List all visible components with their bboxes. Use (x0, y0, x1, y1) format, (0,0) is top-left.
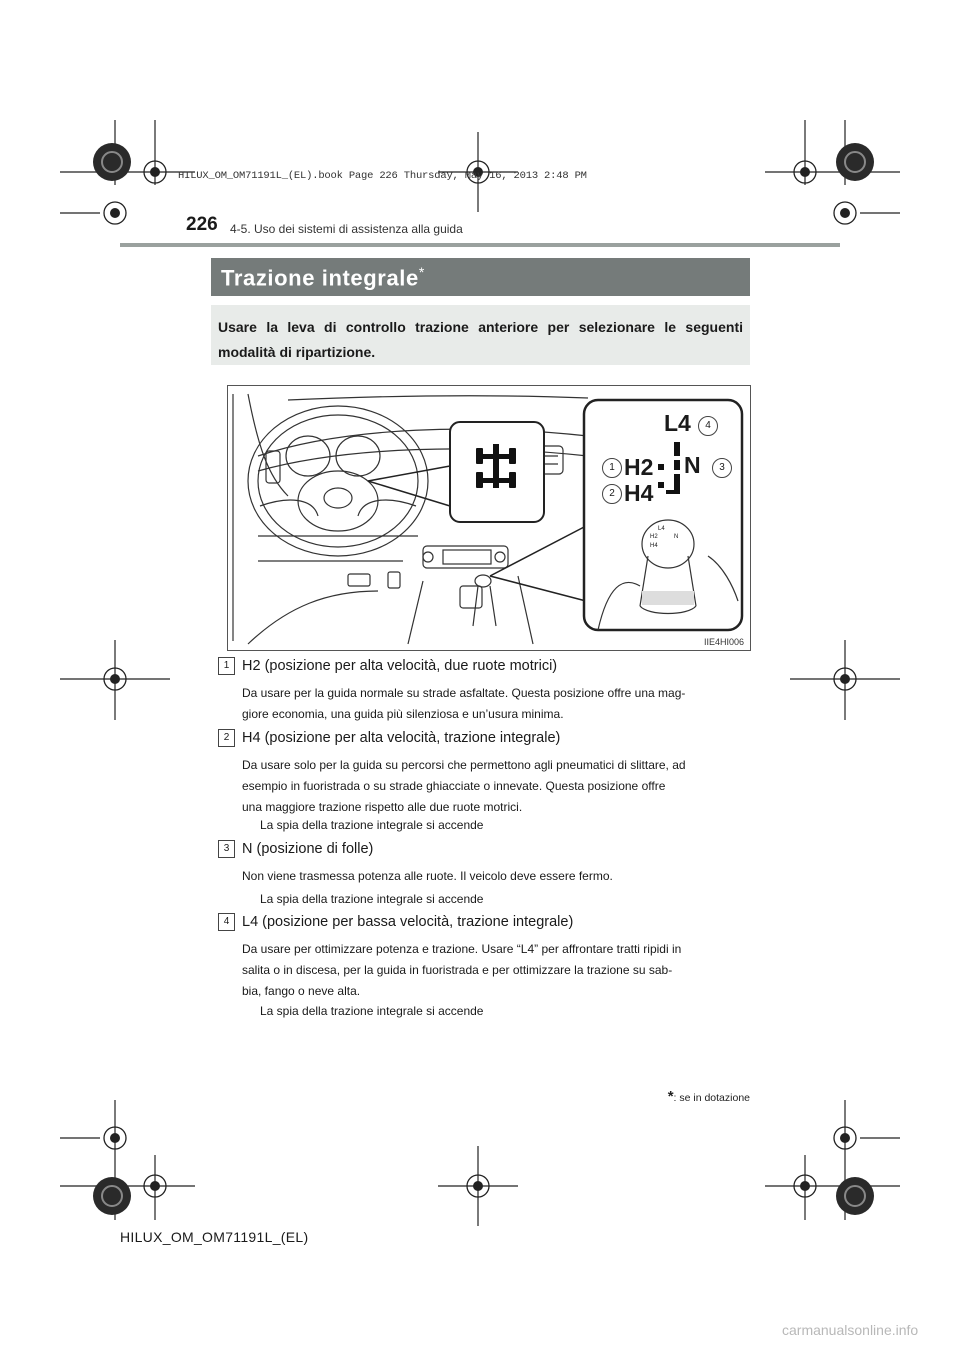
footnote-text: : se in dotazione (673, 1092, 750, 1104)
item-3-body (242, 866, 748, 887)
item-2-indicator: La spia della trazione integrale si accende (260, 818, 484, 832)
item-4-indicator: La spia della trazione integrale si accende (260, 1004, 484, 1018)
knob-label-h2: H2 (650, 534, 658, 540)
footnote-mark: * (418, 264, 425, 280)
item-4-body (242, 939, 748, 1002)
item-1-line-2: giore economia, una guida più silenziosa e un’usura minima. (242, 707, 564, 721)
print-info-line: HILUX_OM_OM71191L_(EL).book Page 226 Thursday, May 16, 2013 2:48 PM (178, 170, 587, 182)
item-1-body (242, 683, 748, 725)
figure-code: IIE4HI006 (703, 637, 744, 647)
item-2-line-3: una maggiore trazione rispetto alle due ruote motrici. (242, 800, 523, 814)
item-3-heading: N (posizione di folle) (242, 841, 374, 857)
item-4-number: 4 (218, 913, 235, 931)
title-bar (211, 258, 750, 296)
item-3-number: 3 (218, 840, 235, 858)
item-4-line-1: Da usare per ottimizzare potenza e trazione. Usare “L4” per affrontare tratti ripidi in (242, 942, 682, 956)
fig-callout-1: 1 (602, 458, 622, 478)
item-2-line-1: Da usare solo per la guida su percorsi che permettono agli pneumatici di slittare, ad (242, 758, 686, 772)
item-4-line-3: bia, fango o neve alta. (242, 984, 361, 998)
label-l4: L4 (664, 410, 691, 436)
label-n: N (684, 452, 701, 478)
footnote (668, 1088, 750, 1105)
item-2-line-2: esempio in fuoristrada o su strade ghiacciate o innevate. Questa posizione offre (242, 779, 666, 793)
intro-box (211, 305, 750, 365)
knob-label-n: N (674, 534, 679, 540)
item-4-heading: L4 (posizione per bassa velocità, trazione integrale) (242, 914, 574, 930)
item-2-number: 2 (218, 729, 235, 747)
knob-label-h4: H4 (650, 543, 658, 549)
watermark: carmanualsonline.info (782, 1322, 919, 1338)
item-1-number: 1 (218, 657, 235, 675)
label-h4: H4 (624, 480, 654, 506)
transfer-lever-illustration (227, 385, 751, 651)
page-title (221, 264, 425, 291)
page-title-text: Trazione integrale (221, 265, 419, 291)
item-3-indicator: La spia della trazione integrale si accende (260, 892, 484, 906)
fig-callout-3: 3 (712, 458, 732, 478)
fig-callout-4: 4 (698, 416, 718, 436)
fig-callout-2: 2 (602, 484, 622, 504)
footnote-star: * (667, 1088, 674, 1105)
section-heading: 4-5. Uso dei sistemi di assistenza alla guida (230, 222, 463, 236)
label-h2: H2 (624, 454, 654, 480)
item-2-heading: H4 (posizione per alta velocità, trazione integrale) (242, 730, 561, 746)
item-4-line-2: salita o in discesa, per la guida in fuoristrada e per ottimizzare la trazione su sab- (242, 963, 673, 977)
item-1-heading: H2 (posizione per alta velocità, due ruote motrici) (242, 658, 558, 674)
header-rule (120, 243, 840, 247)
item-1-line-1: Da usare per la guida normale su strade asfaltate. Questa posizione offre una mag- (242, 686, 686, 700)
item-2-body (242, 755, 748, 818)
page-number: 226 (186, 214, 218, 235)
intro-text: Usare la leva di controllo trazione anteriore per selezionare le seguenti modalità di ripartizione. (218, 319, 743, 360)
footer-doc-code: HILUX_OM_OM71191L_(EL) (120, 1229, 309, 1245)
item-3-line-1: Non viene trasmessa potenza alle ruote. Il veicolo deve essere fermo. (242, 869, 613, 883)
knob-label-l4: L4 (658, 526, 665, 532)
